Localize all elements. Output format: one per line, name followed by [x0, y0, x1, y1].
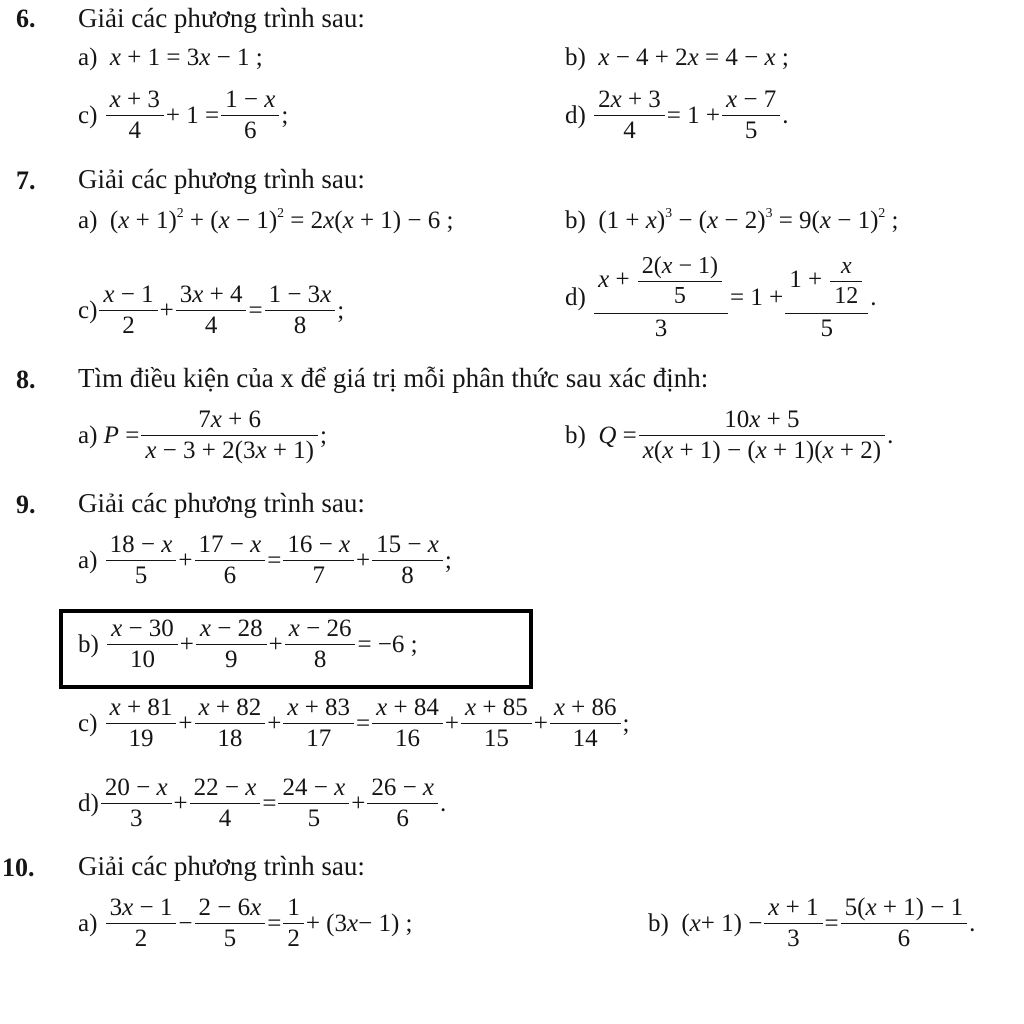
label-a: a)	[78, 910, 98, 937]
label-a: a)	[78, 422, 98, 449]
label-d: d)	[565, 284, 586, 312]
problem-9a: a) 18 − x 5 + 17 − x 6 = 16 − x 7 + 15 − x 8 ;	[78, 531, 452, 589]
problem-7d: d) x + $\frac{2(x - 1)}{5}$ 3 = 1 + 1 + $\frac{x}{12}$ 5 .	[565, 253, 877, 342]
label-a: a)	[78, 44, 98, 71]
problem-10-number: 10.	[2, 853, 35, 882]
problem-7b: b) $(1 + x)^3 - (x - 2)^3 = 9(x - 1)^2$ ;	[565, 205, 899, 234]
label-c: c)	[78, 297, 98, 324]
problem-6b: b) x − 4 + 2x = 4 − x ;	[565, 44, 789, 71]
problem-7c: c) x − 1 2 + 3x + 4 4 = 1 − 3x 8 ;	[78, 281, 345, 339]
problem-9c: c) x + 81 19 + x + 82 18 + x + 83 17 = x + 84 16 + x + 85 15 + x + 86 14 ;	[78, 694, 630, 752]
problem-10a: a) 3x − 1 2 − 2 − 6x 5 = 1 2 + (3 x − 1) ;	[78, 894, 413, 952]
label-b: b)	[565, 422, 586, 449]
label-b: b)	[565, 207, 586, 234]
problem-6d: d) 2x + 3 4 = 1 + x − 7 5 .	[565, 86, 789, 144]
problem-9b: b) x − 30 10 + x − 28 9 + x − 26 8 = −6 ;	[78, 615, 418, 673]
problem-8-stem: Tìm điều kiện của x để giá trị mỗi phân thức sau xác định:	[78, 363, 709, 393]
label-d: d)	[565, 102, 586, 129]
problem-6c: c) x + 3 4 + 1 = 1 − x 6 ;	[78, 86, 289, 144]
problem-8-number: 8.	[16, 365, 36, 394]
problem-10b: b) ( x + 1) − x + 1 3 = 5(x + 1) − 1 6 .	[648, 894, 976, 952]
problem-6-stem: Giải các phương trình sau:	[78, 3, 365, 33]
label-c: c)	[78, 102, 98, 129]
problem-10-stem: Giải các phương trình sau:	[78, 851, 365, 881]
problem-7-stem: Giải các phương trình sau:	[78, 164, 365, 194]
problem-8b: b) Q = 10x + 5 x(x + 1) − (x + 1)(x + 2) .	[565, 406, 894, 464]
problem-6-number: 6.	[16, 4, 36, 33]
label-c: c)	[78, 710, 98, 737]
problem-6a: a) x + 1 = 3x − 1 ;	[78, 44, 263, 71]
label-d: d)	[78, 790, 99, 817]
label-b: b)	[78, 631, 99, 658]
label-b: b)	[565, 44, 586, 71]
problem-7a: a) $(x + 1)^2 + (x - 1)^2 = 2x(x + 1) - 6$ ;	[78, 205, 454, 234]
label-b: b)	[648, 910, 669, 937]
problem-9-stem: Giải các phương trình sau:	[78, 488, 365, 518]
problem-9-number: 9.	[16, 490, 36, 519]
problem-8a: a) P = 7x + 6 x − 3 + 2(3x + 1) ;	[78, 406, 327, 464]
label-a: a)	[78, 207, 98, 234]
problem-9d: d) 20 − x 3 + 22 − x 4 = 24 − x 5 + 26 − x 6 .	[78, 774, 447, 832]
label-a: a)	[78, 547, 98, 574]
problem-7-number: 7.	[16, 166, 36, 195]
